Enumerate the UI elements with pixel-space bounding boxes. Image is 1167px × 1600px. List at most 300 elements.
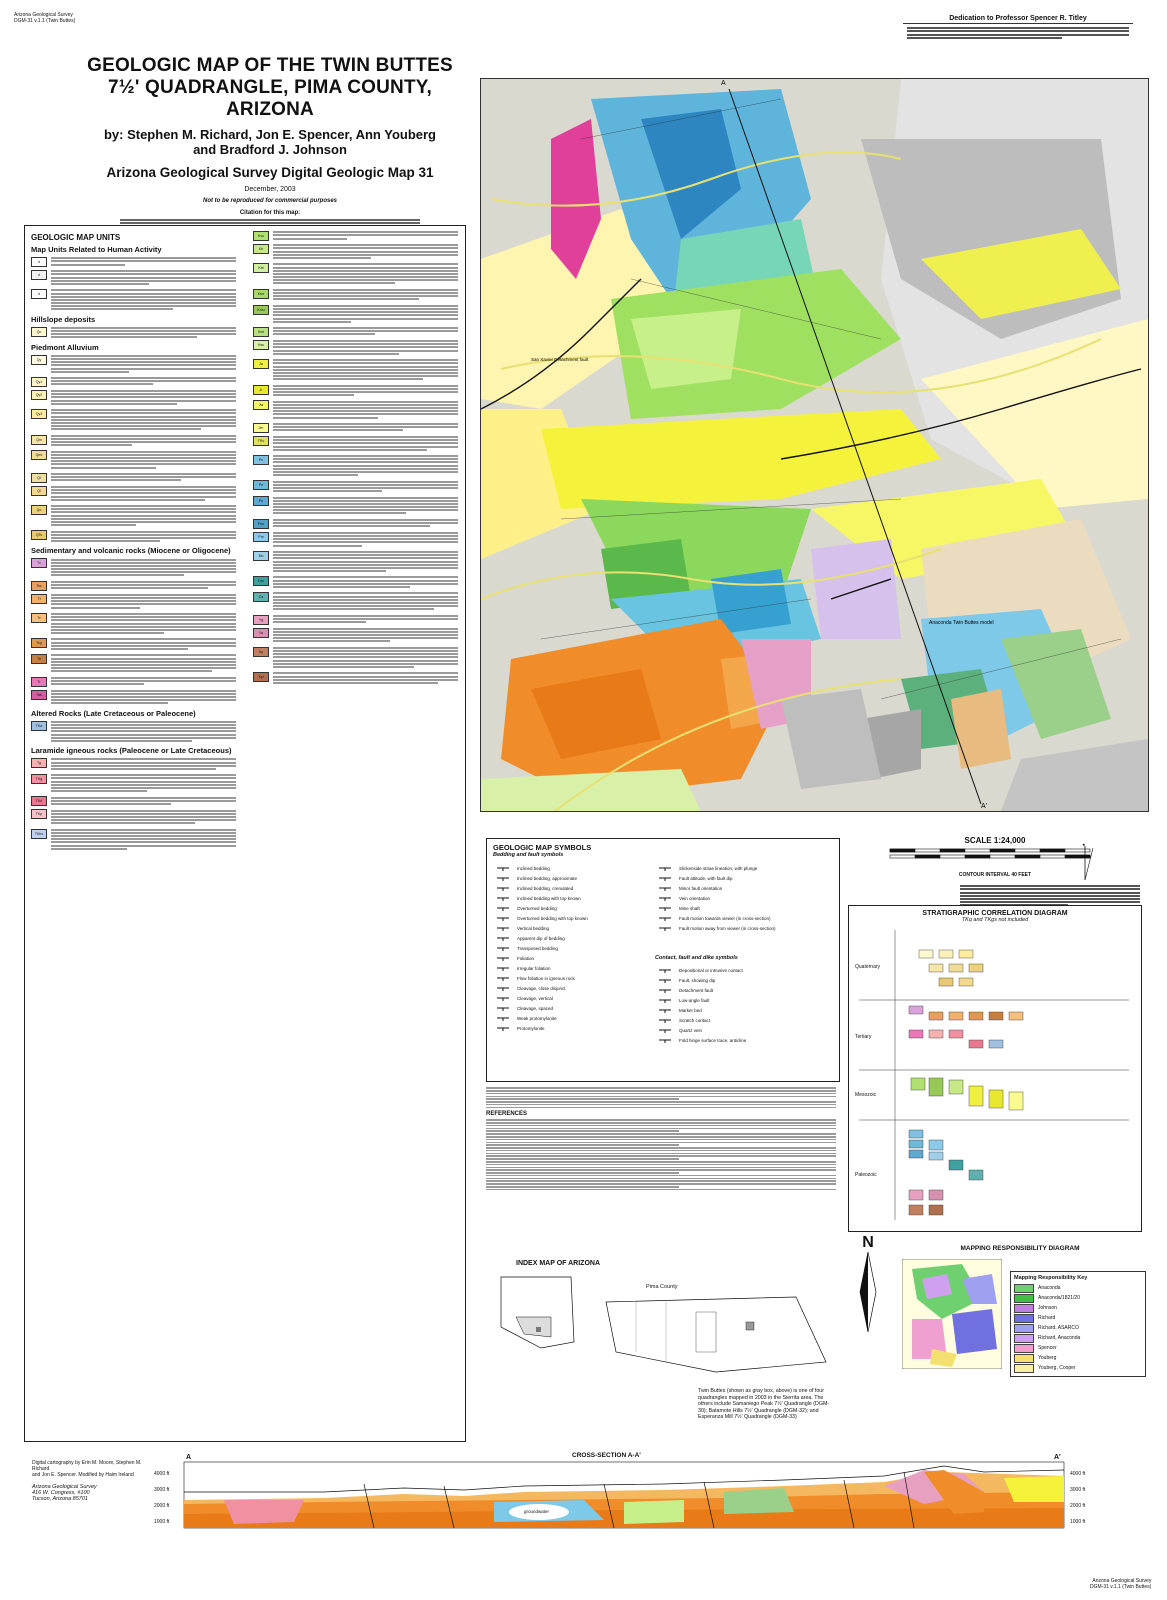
symbol-row [655, 1035, 835, 1045]
mapping-title: MAPPING RESPONSIBILITY DIAGRAM [960, 1245, 1080, 1252]
cross-section-label-a-prime: A' [1054, 1454, 1061, 1461]
geologic-map[interactable] [480, 78, 1149, 812]
map-symbol-icon [493, 934, 513, 942]
legend-unit-row [31, 485, 236, 502]
unit-swatch: Jw [253, 400, 269, 410]
mapping-key-swatch [1014, 1294, 1034, 1303]
cross-section-label-a: A [186, 1454, 192, 1461]
legend-section-title: Sedimentary and volcanic rocks (Miocene or Oligocene) [31, 546, 231, 556]
cross-section-title: CROSS-SECTION A-A' [572, 1452, 641, 1459]
mapping-key-label: Anaconda [1038, 1285, 1061, 1291]
map-symbol-icon [655, 914, 675, 922]
authors-line2: and Bradford J. Johnson [193, 142, 347, 157]
legend-column-2 [253, 230, 458, 687]
map-symbol-icon [493, 874, 513, 882]
symbol-row [493, 1023, 643, 1033]
legend-unit-row [31, 828, 236, 852]
map-symbol-icon [493, 954, 513, 962]
legend-unit-row [31, 389, 236, 406]
unit-swatch: Tcg [31, 638, 47, 648]
legend-unit-row [253, 243, 458, 260]
index-map [486, 1260, 846, 1432]
legend-units-col1 [31, 256, 236, 851]
legend-unit-row [31, 795, 236, 806]
legend-unit-row [31, 808, 236, 825]
legend-unit-row [253, 399, 458, 419]
legend-unit-row [31, 653, 236, 673]
mapping-key-label: Richard, Anaconda [1038, 1335, 1081, 1341]
legend-unit-row [31, 529, 236, 543]
symbol-label: Inclined bedding [517, 865, 550, 871]
unit-swatch: Mu [253, 551, 269, 561]
symbol-label: Weak protomylonite [517, 1015, 557, 1021]
legend-unit-row [253, 358, 458, 382]
mapping-key-title: Mapping Responsibility Key [1014, 1275, 1088, 1281]
symbols-right-list [655, 863, 835, 933]
map-symbol-icon [493, 974, 513, 982]
unit-swatch: Pc [253, 455, 269, 465]
mapping-key-row [1014, 1283, 1142, 1293]
unit-swatch: Qy1 [31, 377, 47, 387]
map-symbol-icon [493, 894, 513, 902]
contacts-title: Contact, fault and dike symbols [655, 955, 738, 961]
mapping-key-swatch [1014, 1284, 1034, 1293]
north-arrow [848, 1234, 888, 1334]
unit-swatch: Qm [31, 435, 47, 445]
mapping-key-swatch [1014, 1314, 1034, 1323]
mapping-key-label: Youberg, Cooper [1038, 1365, 1076, 1371]
symbol-row [655, 995, 835, 1005]
symbol-label: Inclined bedding, crenulated [517, 885, 574, 891]
legend-unit-row [31, 288, 236, 312]
symbol-label: Mine shaft [679, 905, 700, 911]
legend-unit-row [31, 434, 236, 448]
mapping-key-row [1014, 1363, 1142, 1373]
mapping-key-label: Youberg [1038, 1355, 1057, 1361]
symbol-row [655, 965, 835, 975]
map-symbol-icon [655, 924, 675, 932]
legend-unit-row [31, 376, 236, 387]
legend-unit-row [253, 671, 458, 685]
acknowledgements-references [486, 1086, 836, 1266]
unit-swatch: Kmu [253, 305, 269, 315]
symbol-row [655, 873, 835, 883]
unit-swatch: Ql [31, 473, 47, 483]
cross-section-svg [24, 1452, 1144, 1536]
mapping-key-swatch [1014, 1354, 1034, 1363]
credits [32, 1460, 152, 1502]
map-symbol-icon [493, 944, 513, 952]
symbol-row [655, 1005, 835, 1015]
unit-swatch: Kmr [253, 289, 269, 299]
symbol-label: Fault motion towards viewer (in cross-section) [679, 915, 771, 921]
unit-swatch: Jr [253, 385, 269, 395]
map-symbol-icon [493, 1024, 513, 1032]
map-symbol-icon [493, 964, 513, 972]
symbol-row [655, 903, 835, 913]
mapping-key-label: Spencer [1038, 1345, 1057, 1351]
unit-swatch: Qc [31, 327, 47, 337]
symbol-label: Scratch contact [679, 1017, 711, 1023]
contour-interval: CONTOUR INTERVAL 40 FEET [958, 872, 1032, 878]
symbol-row [655, 863, 835, 873]
unit-swatch: Tv [31, 558, 47, 568]
stratigraphic-correlation-diagram [848, 905, 1142, 1232]
symbol-label: Low-angle fault [679, 997, 710, 1003]
legend-unit-row [253, 575, 458, 589]
era-paleozoic: Paleozoic [855, 1172, 877, 1178]
map-symbol-icon [655, 864, 675, 872]
agency-address1: 416 W. Congress, #100 [32, 1490, 90, 1496]
unit-swatch: Qmr [31, 450, 47, 460]
unit-swatch: Dm [253, 576, 269, 586]
title-block [70, 55, 470, 244]
mapping-key-swatch [1014, 1304, 1034, 1313]
symbol-label: Fault motion away from viewer (in cross-section) [679, 925, 776, 931]
mapping-key-swatch [1014, 1334, 1034, 1343]
mapping-responsibility-diagram [900, 1245, 1140, 1433]
dedication-title: Dedication to Professor Spencer R. Titley [903, 14, 1133, 24]
legend-unit-row [253, 339, 458, 356]
legend-unit-row [253, 326, 458, 337]
symbol-label: Cleavage, spaced [517, 1005, 554, 1011]
legend-unit-row [31, 580, 236, 591]
symbol-label: Quartz vein [679, 1027, 703, 1033]
symbol-label: Marker bed [679, 1007, 702, 1013]
map-symbol-icon [655, 996, 675, 1004]
map-symbol-icon [655, 1016, 675, 1024]
symbols-left-list [493, 863, 643, 1033]
unit-swatch: Jm [253, 423, 269, 433]
symbol-row [493, 893, 643, 903]
legend-section-title: Altered Rocks (Late Cretaceous or Paleocene) [31, 708, 196, 718]
legend-unit-row [253, 435, 458, 452]
legend-section-title: Piedmont Alluvium [31, 342, 99, 352]
map-symbol-icon [493, 1014, 513, 1022]
symbol-row [493, 943, 643, 953]
unit-swatch: Pm [253, 532, 269, 542]
map-date: December, 2003 [244, 186, 296, 193]
symbol-label: Slickenside striae lineation, with plunge [679, 865, 758, 871]
symbol-row [655, 1025, 835, 1035]
legend-unit-row [31, 269, 236, 286]
legend-title: GEOLOGIC MAP UNITS [31, 233, 121, 242]
map-label-twin-buttes-model: Anaconda Twin Buttes model [929, 620, 994, 626]
map-symbol-icon [655, 884, 675, 892]
map-symbol-icon [493, 914, 513, 922]
agency-address2: Tucson, Arizona 85701 [32, 1496, 88, 1502]
symbol-row [493, 973, 643, 983]
unit-swatch: Tb [31, 654, 47, 664]
symbol-label: Overturned bedding with top known [517, 915, 588, 921]
symbol-row [493, 923, 643, 933]
cross-section-left-elevations: 4000 ft 3000 ft 2000 ft 1000 ft [154, 1471, 170, 1525]
unit-swatch: Tc [31, 613, 47, 623]
legend-units-col2 [253, 230, 458, 685]
mapping-key [1010, 1271, 1146, 1377]
legend-unit-row [31, 593, 236, 610]
geologic-map-symbols [486, 838, 840, 1082]
symbol-row [493, 933, 643, 943]
legend-unit-row [253, 422, 458, 433]
legend-unit-row [31, 720, 236, 744]
symbol-row [493, 863, 643, 873]
dedication-text [903, 24, 1133, 42]
dedication-box [903, 14, 1133, 74]
pima-county-map [596, 1282, 836, 1382]
unit-swatch: QTs [31, 530, 47, 540]
legend-unit-row [31, 449, 236, 469]
symbol-row [493, 883, 643, 893]
unit-swatch: Tf [31, 594, 47, 604]
map-symbol-icon [655, 986, 675, 994]
unit-swatch: d [31, 270, 47, 280]
unit-swatch: TKd [31, 796, 47, 806]
unit-swatch: Kbt [253, 263, 269, 273]
legend-unit-row [31, 637, 236, 651]
symbol-label: Inclined bedding, approximate [517, 875, 578, 881]
map-symbol-icon [493, 924, 513, 932]
map-label-a: A [721, 80, 726, 87]
geologic-map-units-legend [24, 225, 466, 1442]
unit-swatch: Pe [253, 480, 269, 490]
scale-title: SCALE 1:24,000 [964, 836, 1026, 845]
cross-section-right-elevations: 4000 ft 3000 ft 2000 ft 1000 ft [1070, 1471, 1086, 1525]
legend-unit-row [253, 531, 458, 548]
unit-swatch: Tr [31, 677, 47, 687]
legend-unit-row [31, 773, 236, 793]
unit-swatch: Ja [253, 359, 269, 369]
unit-swatch: Ps [253, 496, 269, 506]
unit-swatch: d [31, 257, 47, 267]
symbols-subtitle: Bedding and fault symbols [493, 852, 564, 858]
geologic-map-svg [481, 79, 1148, 811]
legend-unit-row [253, 614, 458, 625]
legend-unit-row [253, 550, 458, 574]
legend-unit-row [31, 557, 236, 577]
symbol-label: Apparent dip of bedding [517, 935, 565, 941]
mapping-key-row [1014, 1313, 1142, 1323]
legend-unit-row [253, 627, 458, 644]
symbol-label: Cleavage, close disjunct [517, 985, 566, 991]
symbol-row [655, 985, 835, 995]
legend-unit-row [31, 612, 236, 636]
legend-unit-row [253, 495, 458, 515]
mapping-key-label: Anaconda/1821/20 [1038, 1295, 1080, 1301]
map-symbol-icon [655, 904, 675, 912]
symbol-label: Fault attitude, with fault dip [679, 875, 733, 881]
north-label: N [862, 1234, 874, 1251]
unit-swatch: Ca [253, 592, 269, 602]
unit-swatch: Qi [31, 486, 47, 496]
map-symbol-icon [493, 904, 513, 912]
map-symbol-icon [493, 864, 513, 872]
index-map-title: INDEX MAP OF ARIZONA [516, 1260, 601, 1267]
legend-section-title: Hillslope deposits [31, 314, 96, 324]
unit-swatch: Xp [253, 647, 269, 657]
map-symbol-icon [655, 894, 675, 902]
authors-line1: by: Stephen M. Richard, Jon E. Spencer, Ann Youberg [103, 127, 437, 142]
symbol-label: Vein orientation [679, 895, 711, 901]
legend-unit-row [253, 646, 458, 670]
unit-swatch: Qy [31, 355, 47, 365]
contacts-list [655, 965, 835, 1045]
map-title-line1: GEOLOGIC MAP OF THE TWIN BUTTES [87, 55, 453, 76]
era-mesozoic: Mesozoic [855, 1092, 877, 1098]
map-symbol-icon [655, 1006, 675, 1014]
strat-title: STRATIGRAPHIC CORRELATION DIAGRAM [922, 910, 1068, 917]
symbol-label: Inclined bedding with top known [517, 895, 581, 901]
legend-unit-row [253, 304, 458, 324]
legend-unit-row [31, 504, 236, 528]
unit-swatch: Tak [31, 690, 47, 700]
symbol-row [493, 993, 643, 1003]
references-title: REFERENCES [486, 1111, 528, 1118]
map-symbol-icon [493, 994, 513, 1002]
symbol-label: Fault, showing dip [679, 977, 716, 983]
unit-swatch: d [31, 289, 47, 299]
legend-unit-row [253, 384, 458, 398]
symbol-label: Cleavage, vertical [517, 995, 553, 1001]
symbol-label: Minor fault orientation [679, 885, 723, 891]
map-symbol-icon [655, 966, 675, 974]
legend-unit-row [253, 288, 458, 302]
strat-chart [849, 930, 1139, 1230]
symbol-label: Overturned bedding [517, 905, 557, 911]
unit-swatch: Qy3 [31, 409, 47, 419]
map-symbol-icon [655, 1036, 675, 1044]
symbol-label: Irregular foliation [517, 965, 551, 971]
legend-unit-row [253, 262, 458, 286]
north-arrow-icon [848, 1252, 888, 1332]
citation-label: Citation for this map: [239, 210, 301, 216]
symbol-label: Transposed bedding [517, 945, 558, 951]
topographic-base-note [960, 884, 1140, 908]
mapping-key-label: Richard, ASARCO [1038, 1325, 1079, 1331]
legend-unit-row [31, 408, 236, 432]
symbol-label: Depositional or intrusive contact [679, 967, 743, 973]
unit-swatch: Ya [253, 628, 269, 638]
map-label-a-prime: A' [981, 803, 988, 810]
symbol-row [493, 953, 643, 963]
unit-swatch: TKbx [31, 829, 47, 839]
map-title-line2: 7½' QUADRANGLE, PIMA COUNTY, ARIZONA [108, 77, 432, 120]
symbol-row [655, 913, 835, 923]
legend-unit-row [253, 518, 458, 529]
mapping-key-swatch [1014, 1344, 1034, 1353]
map-symbol-icon [655, 976, 675, 984]
symbol-label: Flow foliation in igneous rock [517, 975, 575, 981]
symbol-row [655, 893, 835, 903]
map-symbol-icon [493, 984, 513, 992]
symbol-row [655, 923, 835, 933]
declination-diagram [1075, 842, 1105, 882]
legend-section-title: Laramide igneous rocks (Paleocene or Late Cretaceous) [31, 746, 232, 756]
era-quaternary: Quaternary [855, 964, 881, 970]
symbol-label: Foliation [517, 955, 535, 961]
symbol-row [493, 913, 643, 923]
mapping-key-row [1014, 1323, 1142, 1333]
pima-county-label: Pima County [646, 1284, 678, 1290]
unit-swatch: Xpi [253, 672, 269, 682]
legend-unit-row [31, 326, 236, 340]
cartography-credit: Digital cartography by Erin M. Moore, Stephen M. Richard and Jon E. Spencer. Modified by Haim Ireland [32, 1460, 142, 1478]
legend-section-human: Map Units Related to Human Activity [31, 245, 162, 254]
symbol-row [493, 1013, 643, 1023]
unit-swatch: Tg [31, 758, 47, 768]
unit-swatch: TKa [31, 721, 47, 731]
sheet-id-top: Arizona Geological Survey DGM-31 v.1.1 (Twin Buttes) [14, 12, 76, 24]
legend-unit-row [253, 479, 458, 493]
legend-unit-row [31, 689, 236, 706]
symbol-row [493, 963, 643, 973]
map-symbol-icon [493, 884, 513, 892]
symbols-title: GEOLOGIC MAP SYMBOLS [493, 843, 592, 852]
legend-unit-row [253, 454, 458, 478]
symbol-row [493, 873, 643, 883]
mapping-key-row [1014, 1333, 1142, 1343]
mapping-key-swatch [1014, 1364, 1034, 1373]
symbol-label: Detachment fault [679, 987, 714, 993]
symbol-row [493, 903, 643, 913]
unit-swatch: Qy2 [31, 390, 47, 400]
map-label-san-xavier: San Xavier Detachment fault [531, 357, 589, 362]
unit-swatch: TKp [31, 809, 47, 819]
groundwater-label: groundwater [524, 1509, 550, 1514]
mapping-key-row [1014, 1303, 1142, 1313]
unit-swatch: Kss [253, 340, 269, 350]
symbol-label: Protomylonite [517, 1025, 545, 1031]
symbol-row [655, 1015, 835, 1025]
unit-swatch: TRv [253, 436, 269, 446]
unit-swatch: TKg [31, 774, 47, 784]
legend-column-1 [31, 230, 236, 853]
symbol-row [493, 983, 643, 993]
map-symbol-icon [493, 1004, 513, 1012]
symbol-row [655, 975, 835, 985]
legend-unit-row [253, 230, 458, 241]
unit-swatch: Tsc [31, 581, 47, 591]
unit-swatch: Kml [253, 327, 269, 337]
legend-unit-row [31, 757, 236, 771]
mapping-key-swatch [1014, 1324, 1034, 1333]
mapping-key-label: Richard [1038, 1315, 1056, 1321]
mapping-map [902, 1259, 1002, 1369]
unit-swatch: Kb [253, 244, 269, 254]
legend-unit-row [253, 591, 458, 611]
series-title: Arizona Geological Survey Digital Geologic Map 31 [106, 165, 434, 180]
sheet-id-bottom: Arizona Geological Survey DGM-31 v.1.1 (Twin Buttes) [1090, 1578, 1152, 1590]
mapping-key-row [1014, 1343, 1142, 1353]
map-symbol-icon [655, 1026, 675, 1034]
map-symbol-icon [655, 874, 675, 882]
unit-swatch: Qo [31, 505, 47, 515]
symbol-label: Fold hinge surface trace, anticline [679, 1037, 747, 1043]
index-map-caption: Twin Buttes (shown as gray box, above) is one of four quadrangles mapped in 2003 in the Sierrita area. The others include Samaniego Peak 7½' Quadrangle (DGM-30); Batamote Hills 7½' Quadrangle (DGM-32); and Esperanza Mill 7½' Quadrangle (DGM-33) [698, 1388, 830, 1420]
legend-unit-row [31, 472, 236, 483]
unit-swatch: Pcs [253, 519, 269, 529]
era-tertiary: Tertiary [855, 1034, 872, 1040]
commercial-notice: Not to be reproduced for commercial purposes [202, 198, 338, 204]
unit-swatch: Yg [253, 615, 269, 625]
mapping-key-label: Johnson [1038, 1305, 1057, 1311]
legend-unit-row [31, 256, 236, 267]
symbol-label: Vertical bedding [517, 925, 550, 931]
symbol-row [655, 883, 835, 893]
arizona-outline [496, 1272, 586, 1352]
legend-unit-row [31, 354, 236, 374]
legend-unit-row [31, 676, 236, 687]
